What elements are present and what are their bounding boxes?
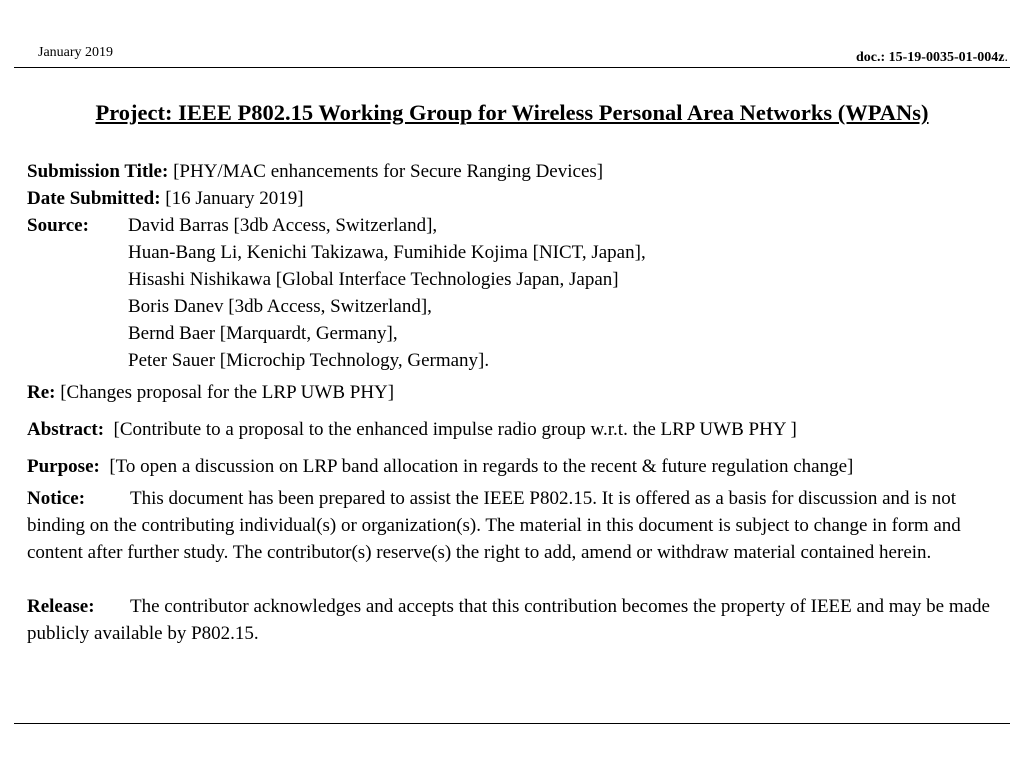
submission-title-label: Submission Title: <box>27 161 169 182</box>
purpose-row <box>27 453 957 480</box>
re-row <box>27 379 1007 406</box>
source-item: Hisashi Nishikawa [Global Interface Technologies Japan, Japan] <box>128 269 619 290</box>
submission-body <box>27 158 1007 647</box>
abstract-label: Abstract: <box>27 419 105 440</box>
abstract-row <box>27 416 1007 443</box>
header-rule <box>14 67 1010 68</box>
release-row <box>27 593 1002 647</box>
date-submitted-value: [16 January 2019] <box>165 188 304 209</box>
submission-title-row <box>27 158 1007 185</box>
source-item: Huan-Bang Li, Kenichi Takizawa, Fumihide Kojima [NICT, Japan], <box>128 242 646 263</box>
doc-number-text: doc.: 15-19-0035-01-004z <box>855 50 1005 65</box>
source-item: David Barras [3db Access, Switzerland], <box>128 215 438 236</box>
abstract-value: [Contribute to a proposal to the enhanced impulse radio group w.r.t. the LRP UWB PHY ] <box>113 419 797 440</box>
release-label: Release: <box>27 596 95 617</box>
notice-value: This document has been prepared to assist the IEEE P802.15. It is offered as a basis for discussion and is not binding on the contributing individual(s) or organization(s). The material in this document is subject to change in form and content after further study. The contributor(s) reserve(s) the right to add, amend or withdraw material contained herein. <box>27 488 961 563</box>
notice-label: Notice: <box>27 488 86 509</box>
source-item: Peter Sauer [Microchip Technology, Germany]. <box>128 350 490 371</box>
source-row <box>27 212 1007 374</box>
doc-number-suffix: . <box>1004 50 1008 65</box>
release-value: The contributor acknowledges and accepts that this contribution becomes the property of IEEE and may be made publicly available by P802.15. <box>27 596 990 644</box>
source-item: Boris Danev [3db Access, Switzerland], <box>128 296 432 317</box>
project-title: Project: IEEE P802.15 Working Group for Wireless Personal Area Networks (WPANs) <box>95 100 929 125</box>
re-label: Re: <box>27 382 56 403</box>
source-item: Bernd Baer [Marquardt, Germany], <box>128 323 398 344</box>
header-doc-number <box>856 50 1008 66</box>
submission-title-value: [PHY/MAC enhancements for Secure Ranging Devices] <box>173 161 604 182</box>
spacer <box>27 566 1007 593</box>
date-submitted-label: Date Submitted: <box>27 188 161 209</box>
purpose-value: [To open a discussion on LRP band allocation in regards to the recent & future regulation change] <box>109 456 854 477</box>
spacer <box>27 443 1007 453</box>
source-list <box>128 212 1007 374</box>
spacer <box>27 406 1007 416</box>
date-submitted-row <box>27 185 1007 212</box>
header-date: January 2019 <box>38 45 114 60</box>
notice-row <box>27 485 972 566</box>
re-value: [Changes proposal for the LRP UWB PHY] <box>60 382 395 403</box>
footer-rule <box>14 723 1010 724</box>
purpose-label: Purpose: <box>27 456 100 477</box>
source-label: Source: <box>27 215 89 236</box>
